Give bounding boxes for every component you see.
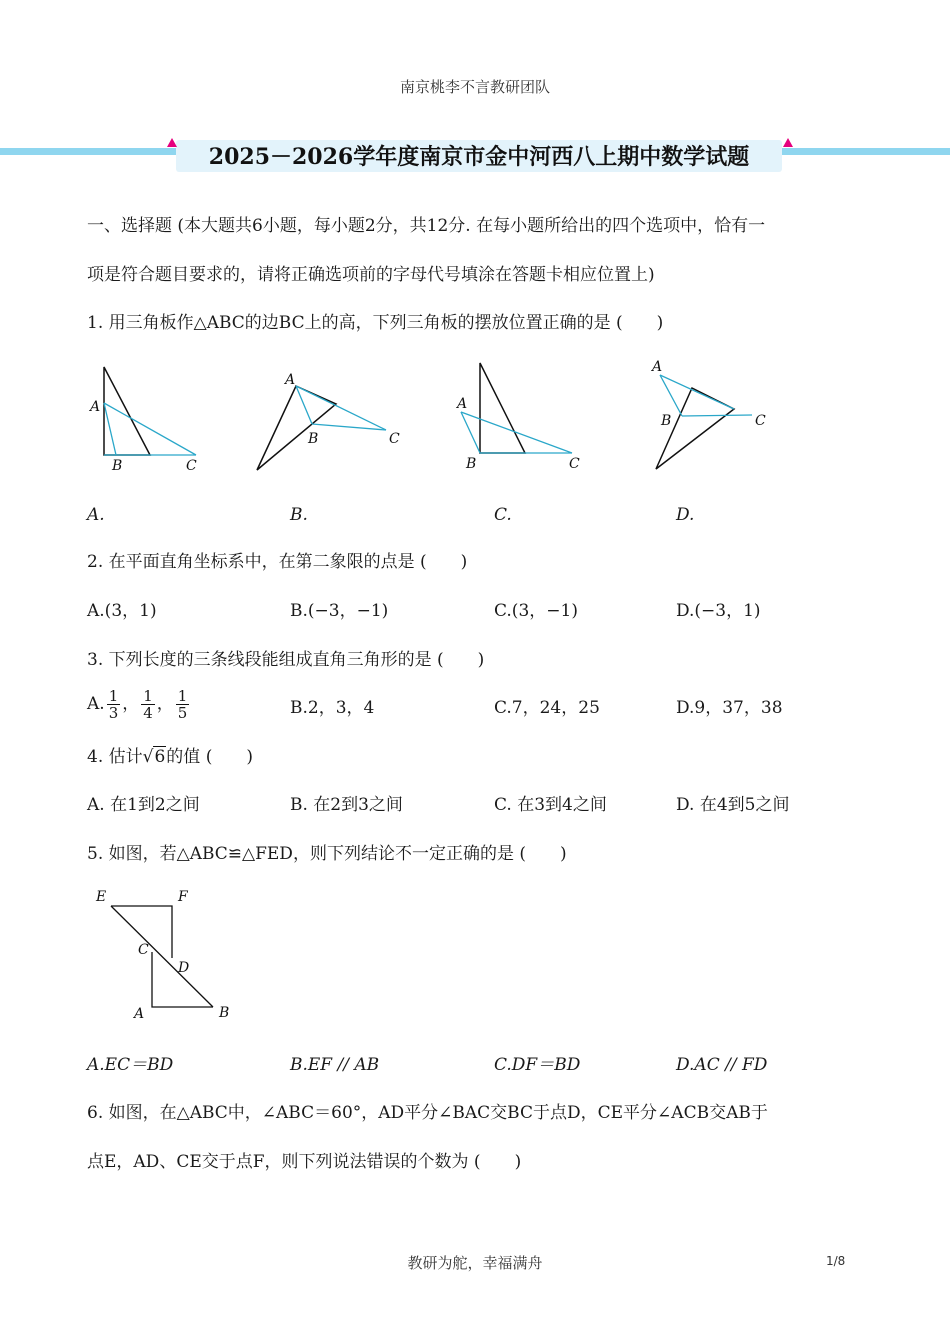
q2-option-b[interactable]: B.(−3，−1) [290,601,389,621]
footer-motto: 教研为舵，幸福满舟 [407,1254,543,1272]
q2-option-c[interactable]: C.(3，−1) [494,601,578,621]
q6-stem-2: 点E，AD、CE交于点F，则下列说法错误的个数为 ( ) [87,1152,522,1172]
q1a-label-b: B [112,458,123,474]
page-title: 2025－2026学年度南京市金中河西八上期中数学试题 [208,144,750,170]
section-instructions-1: 一、选择题 (本大题共6小题，每小题2分，共12分. 在每小题所给出的四个选项中，恰有一 [87,216,766,236]
q4-stem-post: 的值 ( ) [166,747,253,767]
q4-option-d[interactable]: D. 在4到5之间 [676,795,790,815]
q5-label-a: A [134,1006,145,1022]
q3a-sep-2: ， [156,694,174,714]
q3-option-d[interactable]: D.9，37，38 [676,698,783,718]
q1b-label-c: C [389,431,400,447]
q5-option-a[interactable]: A.EC＝BD [87,1055,174,1075]
q3a-num-3: 1 [177,687,188,705]
q1a-side-ab [104,403,116,455]
q5-label-d: D [178,960,190,976]
q3a-letter: A. [87,694,105,714]
q1a-label-c: C [186,458,197,474]
q1-option-c[interactable]: C. [494,505,512,525]
q1a-side-ac [104,403,196,455]
q4-option-b[interactable]: B. 在2到3之间 [290,795,403,815]
q1a-set-square [104,367,150,455]
q2-option-a[interactable]: A.(3，1) [87,601,157,621]
q5-label-f: F [178,889,188,905]
q1b-set-square [257,386,336,470]
q1-figure-b [252,368,412,478]
q4-option-c[interactable]: C. 在3到4之间 [494,795,607,815]
q2-stem: 2. 在平面直角坐标系中，在第二象限的点是 ( ) [87,552,468,572]
q1b-label-b: B [308,431,319,447]
q3a-den-2: 4 [143,704,153,722]
q5-label-c: C [138,942,149,958]
q3a-fraction-2 [141,688,155,721]
q1d-label-b: B [661,413,672,429]
banner-triangle-right-icon [783,138,793,147]
q4-option-a[interactable]: A. 在1到2之间 [87,795,200,815]
q4-radicand: 6 [154,747,166,767]
q1d-label-a: A [652,359,663,375]
q3a-num-2: 1 [143,687,153,705]
q5-figure [92,886,242,1026]
q5-label-e: E [96,889,107,905]
q1-figure-a [88,362,208,477]
q1c-label-c: C [569,456,580,472]
q4-stem-pre: 4. 估计 [87,747,143,767]
q3-stem: 3. 下列长度的三条线段能组成直角三角形的是 ( ) [87,650,485,670]
section-instructions-2: 项是符合题目要求的，请将正确选项前的字母代号填涂在答题卡相应位置上) [87,265,655,285]
q6-stem-1: 6. 如图，在△ABC中，∠ABC＝60°，AD平分∠BAC交BC于点D，CE平分∠ACB交AB于 [87,1103,768,1123]
q1d-side-ac [660,375,734,409]
q1-option-a[interactable]: A. [87,505,105,525]
q2-option-d[interactable]: D.(−3，1) [676,601,761,621]
q5-option-c[interactable]: C.DF＝BD [494,1055,581,1075]
q5-line-eb [111,906,213,1007]
header-team: 南京桃李不言教研团队 [399,78,550,96]
q3-option-b[interactable]: B.2，3，4 [290,698,375,718]
q5-label-b: B [219,1005,230,1021]
q1d-label-c: C [755,413,766,429]
q1b-side-ac [296,386,386,430]
q1c-set-square [480,363,525,453]
q5-option-d[interactable]: D.AC // FD [676,1055,768,1075]
q5-option-b[interactable]: B.EF // AB [290,1055,380,1075]
q1c-label-a: A [457,396,468,412]
q3-option-c[interactable]: C.7，24，25 [494,698,600,718]
q4-stem [87,745,253,769]
q3a-den-3: 5 [177,704,188,722]
page-number: 1/8 [826,1254,846,1268]
sqrt-icon: √ [142,747,154,767]
q3a-fraction-3 [176,688,190,721]
q3a-den-1: 3 [108,704,119,722]
q1-option-d[interactable]: D. [676,505,695,525]
q1-figure-d [648,356,788,476]
q1a-label-a: A [90,399,101,415]
q3a-fraction-1 [107,688,121,721]
q1d-side-ab [660,375,682,416]
q3a-num-1: 1 [108,687,119,705]
q1-figure-c [455,360,585,470]
q5-stem: 5. 如图，若△ABC≌△FED，则下列结论不一定正确的是 ( ) [87,844,567,864]
q1c-label-b: B [466,456,477,472]
q1b-label-a: A [285,372,296,388]
q3a-sep-1: ， [122,694,140,714]
q1-stem: 1. 用三角板作△ABC的边BC上的高，下列三角板的摆放位置正确的是 ( ) [87,313,664,333]
q3-option-a[interactable] [87,688,191,721]
q1-option-b[interactable]: B. [290,505,308,525]
q1d-side-bc [682,415,752,416]
